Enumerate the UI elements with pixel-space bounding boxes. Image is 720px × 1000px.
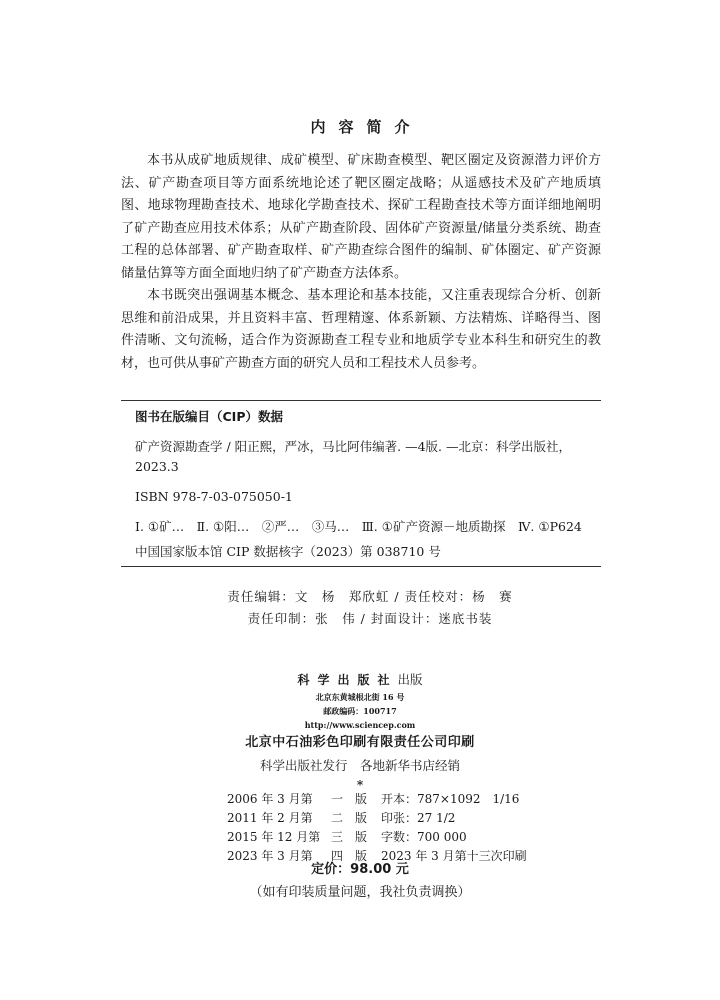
edition-date: 2006 年 3 月第: [227, 792, 313, 806]
edition-info: 印张：27 1/2: [381, 811, 456, 825]
price: 定价：98.00 元: [311, 862, 409, 877]
edition-info: 2023 年 3 月第十三次印刷: [381, 849, 527, 863]
edition-version: 三 版: [331, 830, 368, 844]
intro-body: [121, 150, 601, 375]
cip-heading: 图书在版编目（CIP）数据: [135, 409, 283, 424]
cip-block: [121, 400, 601, 567]
separator-star: *: [356, 778, 364, 792]
credits-production: 责任印制：张 伟 / 封面设计：迷底书装: [247, 611, 493, 626]
publisher-postcode: 邮政编码：100717: [323, 706, 397, 716]
distribution: 科学出版社发行 各地新华书店经销: [259, 758, 460, 773]
edition-version: 二 版: [331, 811, 368, 825]
cip-record-number: 中国国家版本馆 CIP 数据核字（2023）第 038710 号: [135, 544, 441, 559]
edition-version: 一 版: [331, 792, 368, 806]
publisher-line: [0, 670, 720, 690]
publisher-suffix: 出版: [397, 672, 423, 687]
edition-date: 2015 年 12 月第: [227, 830, 321, 844]
credits-editors: 责任编辑：文 杨 郑欣虹 / 责任校对：杨 赛: [227, 589, 513, 604]
intro-paragraph: 本书既突出强调基本概念、基本理论和基本技能，又注重表现综合分析、创新思维和前沿成果，并且资料丰富、哲理精邃、体系新颖、方法精炼、详略得当、图件清晰、文句流畅，适合作为资源勘查工程专业和地质学专业本科生和研究生的教材，也可供从事矿产勘查方面的研究人员和工程技术人员参考。: [121, 288, 601, 371]
edition-row: [227, 790, 520, 809]
publisher-block: [0, 670, 720, 792]
edition-row: [227, 828, 507, 847]
edition-row: [227, 809, 507, 828]
publisher-url: http://www.sciencep.com: [304, 720, 416, 730]
publisher-name: 科学出版社: [297, 673, 398, 687]
edition-date: 2023 年 3 月第: [227, 849, 313, 863]
credits: [0, 586, 720, 630]
edition-info: 开本：787×1092 1/16: [381, 792, 520, 806]
cip-isbn: ISBN 978-7-03-075050-1: [135, 489, 293, 504]
edition-version: 四 版: [331, 849, 368, 863]
printer-name: 北京中石油彩色印刷有限责任公司印刷: [245, 735, 475, 750]
publisher-address: 北京东黄城根北街 16 号: [315, 692, 405, 702]
intro-title: 内容简介: [310, 118, 423, 136]
intro-paragraph: 本书从成矿地质规律、成矿模型、矿床勘查模型、靶区圈定及资源潜力评价方法、矿产勘查项目等方面系统地论述了靶区圈定战略；从遥感技术及矿产地质填图、地球物理勘查技术、地球化学勘查技术、探矿工程勘查技术等方面详细地阐明了矿产勘查应用技术体系；从矿产勘查阶段、固体矿产资源量/储量分类系统、勘查工程的总体部署、矿产勘查取样、矿产勘查综合图件的编制、矿体圈定、矿产资源储量估算等方面全面地归纳了矿产勘查方法体系。: [121, 153, 601, 281]
cip-description: 矿产资源勘查学 / 阳正熙，严冰，马比阿伟编著. —4版. —北京：科学出版社，2023.3: [135, 439, 572, 474]
edition-info: 字数：700 000: [381, 830, 467, 844]
cip-classification: Ⅰ. ①矿… Ⅱ. ①阳… ②严… ③马… Ⅲ. ①矿产资源－地质勘探 Ⅳ. ①P624: [135, 519, 582, 534]
edition-history: [227, 790, 527, 866]
edition-date: 2011 年 2 月第: [227, 811, 313, 825]
quality-notice: （如有印装质量问题，我社负责调换）: [249, 885, 471, 900]
